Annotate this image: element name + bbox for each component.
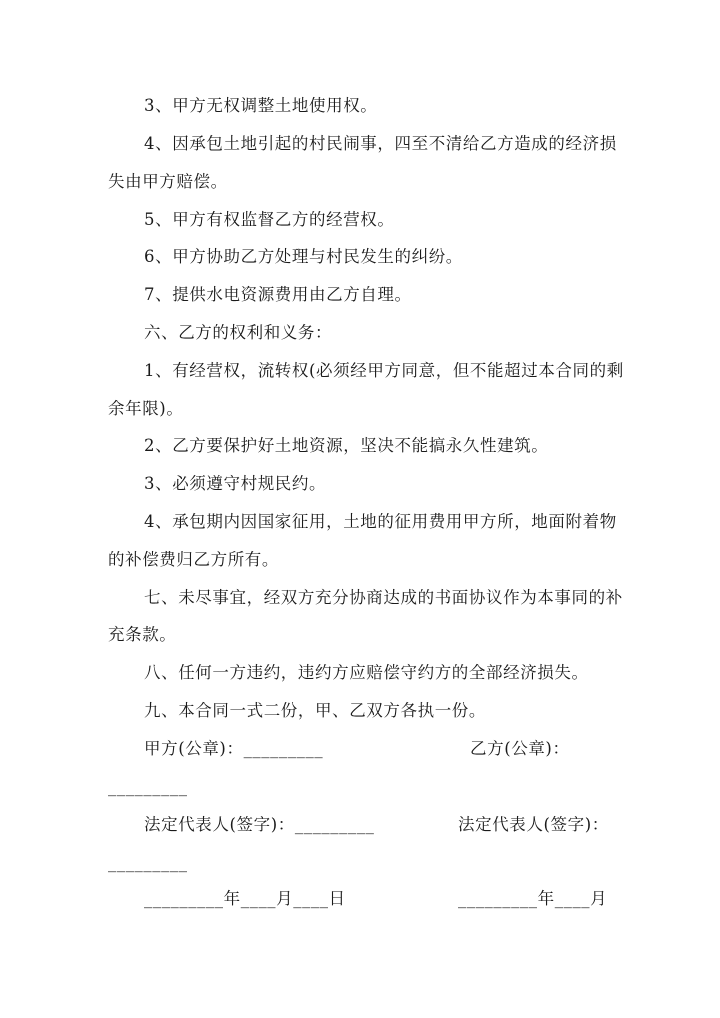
- party-a-date: _________年____月____日: [144, 889, 346, 908]
- section-9: 九、本合同一式二份，甲、乙双方各执一份。: [144, 701, 486, 720]
- party-a-representative: 法定代表人(签字)：_________: [144, 815, 375, 834]
- section-7-line2: 充条款。: [108, 625, 177, 644]
- clause-a6: 6、甲方协助乙方处理与村民发生的纠纷。: [144, 247, 463, 266]
- clause-a5: 5、甲方有权监督乙方的经营权。: [144, 210, 395, 229]
- clause-b1-line1: 1、有经营权，流转权(必须经甲方同意，但不能超过本合同的剩: [144, 361, 624, 380]
- clause-b3: 3、必须遵守村规民约。: [144, 474, 327, 493]
- section-6-heading: 六、乙方的权利和义务：: [144, 323, 333, 342]
- clause-b4-line1: 4、承包期内因国家征用，土地的征用费用甲方所，地面附着物: [144, 512, 617, 531]
- clause-a3: 3、甲方无权调整土地使用权。: [144, 96, 378, 115]
- party-b-date: _________年____月: [458, 889, 608, 908]
- clause-b1-line2: 余年限)。: [108, 399, 184, 418]
- section-8: 八、任何一方违约，违约方应赔偿守约方的全部经济损失。: [144, 663, 589, 682]
- clause-a4-line2: 失由甲方赔偿。: [108, 172, 228, 191]
- clause-a7: 7、提供水电资源费用由乙方自理。: [144, 285, 412, 304]
- section-7-line1: 七、未尽事宜，经双方充分协商达成的书面协议作为本事同的补: [144, 588, 623, 607]
- party-b-seal: 乙方(公章)：: [470, 739, 570, 758]
- party-b-representative-blank: _________: [108, 853, 188, 872]
- clause-b2: 2、乙方要保护好土地资源，坚决不能搞永久性建筑。: [144, 436, 549, 455]
- party-b-representative: 法定代表人(签字)：: [458, 815, 609, 834]
- party-b-seal-blank: _________: [108, 777, 188, 796]
- clause-a4-line1: 4、因承包土地引起的村民闹事，四至不清给乙方造成的经济损: [144, 134, 617, 153]
- clause-b4-line2: 的补偿费归乙方所有。: [108, 550, 279, 569]
- party-a-seal: 甲方(公章)：_________: [144, 739, 324, 758]
